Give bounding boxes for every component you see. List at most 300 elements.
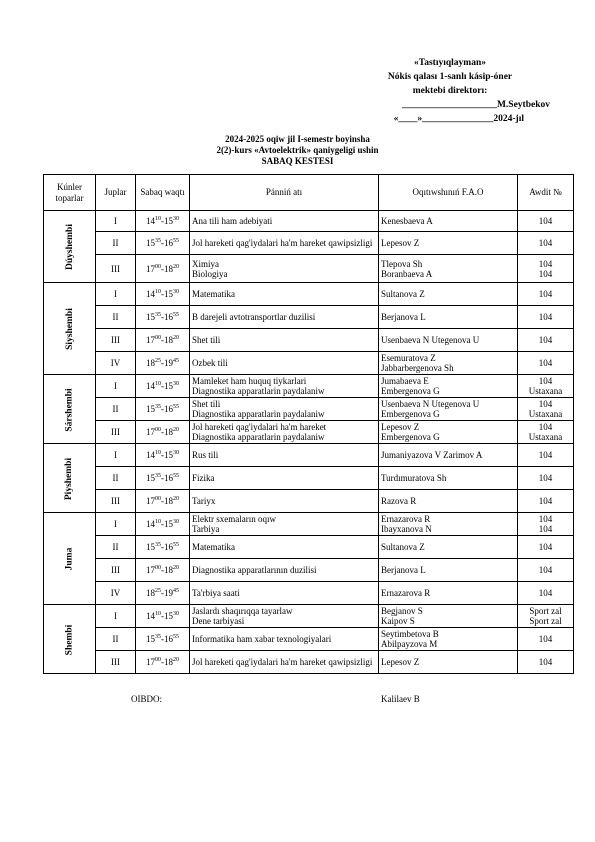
time-minutes: 00: [155, 565, 161, 571]
subject-name-line: Shet tili: [192, 335, 221, 345]
auditorium: [518, 582, 574, 605]
subject-name-line: Jol hareketi qag'iydalari ha'm hareket qawipsizligi: [192, 238, 373, 248]
teacher-name: [379, 421, 518, 444]
auditorium-line: 104: [538, 542, 553, 552]
teacher-name-line: Boranbaeva A: [381, 268, 433, 279]
pair-number: II: [96, 536, 136, 559]
auditorium-line: 104: [538, 657, 553, 667]
pair-number: III: [96, 421, 136, 444]
time-minutes: 00: [155, 263, 161, 270]
teacher-name-line: Usenbaeva N Utegenova U: [381, 335, 480, 345]
subject-name: [190, 628, 379, 651]
subject-name-line: Elektr sxemaların oqıw: [192, 514, 276, 524]
teacher-name-line: Jumabaeva E: [381, 376, 429, 386]
subject-name-line: Biologiya: [192, 268, 228, 279]
pair-number: IV: [96, 352, 136, 375]
teacher-name-line: Begjanov S: [381, 606, 423, 616]
auditorium-line: Ustaxana: [528, 386, 563, 396]
day-label: [44, 444, 96, 513]
time-minutes: 10: [155, 519, 161, 525]
day-label: [44, 605, 96, 674]
auditorium-line: Sport zal: [529, 616, 562, 626]
title-course: 2(2)-kurs «Avtoelektrik» qaniygeligi ushin: [216, 145, 379, 155]
teacher-name: [379, 283, 518, 306]
subject-name-line: Ta'rbiya saati: [192, 588, 240, 598]
subject-name: [190, 536, 379, 559]
time-minutes: 35: [155, 634, 161, 640]
teacher-name: [379, 375, 518, 398]
auditorium: [518, 513, 574, 536]
time-hour: 15: [164, 381, 173, 391]
pair-number: I: [96, 513, 136, 536]
teacher-name-line: Embergenova G: [381, 386, 440, 396]
auditorium: [518, 444, 574, 467]
time-hour: 18: [164, 496, 173, 506]
day-label: [44, 513, 96, 605]
auditorium-line: 104: [538, 496, 553, 506]
time-hour: 15: [164, 289, 173, 299]
time-minutes: 10: [155, 450, 161, 456]
time-hour: 15: [164, 450, 173, 460]
teacher-name: [379, 513, 518, 536]
subject-name: [190, 329, 379, 352]
time-minutes: 55: [173, 238, 179, 244]
subject-name-line: Jol hareketi qag'iydalari ha'm hareket qawipsizligi: [192, 657, 373, 667]
day-label: [44, 211, 96, 283]
time-hour: 19: [164, 588, 173, 598]
table-row: [44, 375, 574, 398]
time-minutes: 00: [155, 335, 161, 341]
subject-name-line: Diagnostika apparatlarin paydalaniw: [192, 386, 325, 396]
time-minutes: 35: [155, 404, 161, 410]
time-hour: 18: [164, 335, 173, 345]
time-minutes: 55: [173, 312, 179, 318]
auditorium-line: Ustaxana: [528, 409, 563, 419]
teacher-name-line: Lepesov Z: [381, 422, 420, 432]
auditorium: [518, 375, 574, 398]
time-hour: 17: [146, 565, 155, 575]
header-teacher: Oqıtıwshınıń F.A.O: [379, 175, 518, 211]
day-name: Shembi: [64, 624, 75, 655]
time-hour: 14: [146, 519, 155, 529]
time-minutes: 20: [173, 263, 179, 270]
teacher-name-line: Lepesov Z: [381, 238, 420, 248]
auditorium-line: 104: [538, 524, 553, 534]
time-minutes: 00: [155, 496, 161, 502]
teacher-name-line: Seytimbetova B: [381, 629, 439, 639]
auditorium-line: 104: [538, 399, 553, 409]
pair-number: I: [96, 605, 136, 628]
time-hour: 16: [164, 238, 173, 248]
time-minutes: 00: [155, 657, 161, 663]
lesson-time: $14^{10}-15^{30}$: [136, 513, 190, 536]
auditorium-line: 104: [538, 588, 553, 598]
time-hour: 14: [146, 450, 155, 460]
time-minutes: 00: [155, 427, 161, 433]
day-label: [44, 283, 96, 375]
subject-name: [190, 559, 379, 582]
table-row: [44, 582, 574, 605]
subject-name: [190, 582, 379, 605]
time-minutes: 30: [173, 381, 179, 387]
teacher-name-line: Ernazarova R: [381, 514, 431, 524]
pair-number: II: [96, 232, 136, 255]
time-hour: 18: [164, 263, 173, 274]
subject-name: [190, 444, 379, 467]
pair-number: III: [96, 651, 136, 674]
teacher-name-line: Ernazarova R: [381, 588, 431, 598]
subject-name-line: Jaslardı shaqırıqqa tayarlaw: [192, 606, 293, 616]
teacher-name-line: Berjanova L: [381, 565, 426, 575]
header-auditorium: Awdit №: [518, 175, 574, 211]
subject-name-line: Diagnostika apparatlarının duzilisi: [192, 565, 317, 575]
time-minutes: 35: [155, 312, 161, 318]
auditorium: [518, 352, 574, 375]
table-row: [44, 651, 574, 674]
subject-name-line: B darejeli avtotransportlar duzilisi: [192, 312, 316, 322]
lesson-time: $17^{00}-18^{20}$: [136, 651, 190, 674]
title-main: SABAQ KESTESI: [261, 156, 334, 166]
lesson-time: $14^{10}-15^{30}$: [136, 444, 190, 467]
approval-position: mektebi direktorı:: [412, 86, 488, 96]
time-hour: 15: [164, 216, 173, 226]
auditorium: [518, 628, 574, 651]
time-hour: 18: [164, 427, 173, 437]
approval-heading: «Tastıyıqlayman»: [414, 58, 486, 68]
subject-name-line: Shet tili: [192, 399, 221, 409]
time-hour: 19: [164, 358, 173, 368]
auditorium-line: 104: [538, 376, 553, 386]
table-row: [44, 352, 574, 375]
pair-number: III: [96, 559, 136, 582]
time-minutes: 20: [173, 335, 179, 341]
day-name: Siyshembi: [64, 308, 75, 350]
table-row: [44, 536, 574, 559]
table-row: [44, 232, 574, 255]
teacher-name: [379, 536, 518, 559]
subject-name: [190, 306, 379, 329]
auditorium: [518, 398, 574, 421]
time-hour: 15: [146, 634, 155, 644]
pair-number: I: [96, 375, 136, 398]
auditorium-line: 104: [538, 634, 553, 644]
auditorium: [518, 211, 574, 232]
table-row: [44, 306, 574, 329]
header-subject: Pánniń atı: [190, 175, 379, 211]
time-minutes: 25: [155, 588, 161, 594]
teacher-name: [379, 398, 518, 421]
pair-number: II: [96, 306, 136, 329]
time-minutes: 30: [173, 450, 179, 456]
auditorium-line: 104: [538, 216, 553, 226]
time-minutes: 30: [173, 216, 179, 222]
lesson-time: $14^{10}-15^{30}$: [136, 375, 190, 398]
time-minutes: 55: [173, 634, 179, 640]
subject-name-line: Fizika: [192, 473, 215, 483]
auditorium-line: 104: [538, 335, 553, 345]
subject-name-line: Matematika: [192, 542, 235, 552]
subject-name: [190, 490, 379, 513]
time-minutes: 35: [155, 542, 161, 548]
auditorium-line: 104: [538, 450, 553, 460]
time-hour: 14: [146, 381, 155, 391]
table-row: [44, 444, 574, 467]
auditorium-line: 104: [538, 565, 553, 575]
subject-name: [190, 375, 379, 398]
auditorium: [518, 490, 574, 513]
time-minutes: 55: [173, 404, 179, 410]
time-hour: 15: [164, 519, 173, 529]
header-time: Sabaq waqtı: [136, 175, 190, 211]
time-hour: 18: [164, 657, 173, 667]
time-hour: 14: [146, 216, 155, 226]
time-minutes: 45: [173, 358, 179, 364]
table-row: [44, 329, 574, 352]
lesson-time: $15^{35}-16^{55}$: [136, 467, 190, 490]
time-hour: 16: [164, 473, 173, 483]
subject-name-line: Jol hareketi qag'iydalari ha'm hareket: [192, 422, 327, 432]
teacher-name-line: Sultanova Z: [381, 542, 425, 552]
footer-left-label: OIBDO:: [131, 694, 162, 704]
subject-name: [190, 283, 379, 306]
time-hour: 16: [164, 404, 173, 414]
time-minutes: 30: [173, 611, 179, 617]
auditorium: [518, 232, 574, 255]
subject-name-line: Dene tarbiyasi: [192, 616, 245, 626]
teacher-name: [379, 651, 518, 674]
time-hour: 16: [164, 312, 173, 322]
time-minutes: 20: [173, 496, 179, 502]
auditorium-line: 104: [538, 422, 553, 432]
teacher-name-line: Berjanova L: [381, 312, 426, 322]
auditorium-line: 104: [538, 473, 553, 483]
auditorium-line: 104: [538, 238, 553, 248]
time-minutes: 10: [155, 611, 161, 617]
time-hour: 17: [146, 335, 155, 345]
teacher-name: [379, 628, 518, 651]
time-hour: 14: [146, 289, 155, 299]
auditorium: [518, 421, 574, 444]
document-title: [0, 134, 595, 167]
subject-name-line: Matematika: [192, 289, 235, 299]
time-hour: 14: [146, 611, 155, 621]
auditorium: [518, 306, 574, 329]
time-hour: 16: [164, 634, 173, 644]
auditorium: [518, 559, 574, 582]
subject-name-line: Informatika ham xabar texnologiyalari: [192, 634, 332, 644]
lesson-time: $17^{00}-18^{20}$: [136, 559, 190, 582]
pair-number: II: [96, 398, 136, 421]
teacher-name: [379, 232, 518, 255]
lesson-time: $17^{00}-18^{20}$: [136, 255, 190, 283]
teacher-name: [379, 582, 518, 605]
teacher-name-line: Tlepova Sh: [381, 258, 423, 269]
time-minutes: 35: [155, 238, 161, 244]
lesson-time: $17^{00}-18^{20}$: [136, 490, 190, 513]
teacher-name: [379, 352, 518, 375]
auditorium: [518, 651, 574, 674]
time-minutes: 30: [173, 289, 179, 295]
subject-name-line: Ximiya: [192, 258, 219, 269]
teacher-name: [379, 306, 518, 329]
time-hour: 17: [146, 263, 155, 274]
auditorium: [518, 605, 574, 628]
table-row: [44, 513, 574, 536]
auditorium-line: 104: [538, 312, 553, 322]
day-name: Piyshembi: [64, 457, 75, 500]
time-hour: 15: [146, 542, 155, 552]
subject-name: [190, 398, 379, 421]
time-minutes: 55: [173, 542, 179, 548]
lesson-time: $15^{35}-16^{55}$: [136, 306, 190, 329]
subject-name-line: Diagnostika apparatlarin paydalaniw: [192, 409, 325, 419]
auditorium: [518, 467, 574, 490]
teacher-name-line: Usenbaeva N Utegenova U: [381, 399, 480, 409]
subject-name: [190, 211, 379, 232]
teacher-name-line: Jabbarbergenova Sh: [381, 363, 454, 373]
pair-number: I: [96, 283, 136, 306]
teacher-name-line: Turdımuratova Sh: [381, 473, 447, 483]
teacher-name: [379, 490, 518, 513]
pair-number: I: [96, 211, 136, 232]
teacher-name-line: Abilpayzova M: [381, 639, 438, 649]
table-row: [44, 211, 574, 232]
teacher-name-line: Ibayxanova N: [381, 524, 432, 534]
teacher-name-line: Razova R: [381, 496, 417, 506]
schedule-body: [44, 211, 574, 674]
day-name: Sárshembi: [64, 387, 75, 432]
teacher-name: [379, 255, 518, 283]
lesson-time: $14^{10}-15^{30}$: [136, 283, 190, 306]
auditorium: [518, 329, 574, 352]
teacher-name: [379, 444, 518, 467]
time-hour: 15: [164, 611, 173, 621]
time-hour: 15: [146, 404, 155, 414]
subject-name: [190, 255, 379, 283]
lesson-time: $17^{00}-18^{20}$: [136, 329, 190, 352]
time-minutes: 20: [173, 565, 179, 571]
subject-name-line: Ozbek tili: [192, 358, 228, 368]
auditorium-line: 104: [538, 258, 553, 269]
day-label: [44, 375, 96, 444]
auditorium-line: Ustaxana: [528, 432, 563, 442]
teacher-name: [379, 211, 518, 232]
pair-number: II: [96, 467, 136, 490]
auditorium-line: 104: [538, 358, 553, 368]
lesson-time: $15^{35}-16^{55}$: [136, 398, 190, 421]
lesson-time: $15^{35}-16^{55}$: [136, 628, 190, 651]
subject-name: [190, 605, 379, 628]
table-row: [44, 421, 574, 444]
teacher-name-line: Embergenova G: [381, 409, 440, 419]
pair-number: III: [96, 255, 136, 283]
time-minutes: 20: [173, 427, 179, 433]
time-hour: 18: [164, 565, 173, 575]
pair-number: III: [96, 490, 136, 513]
time-hour: 15: [146, 473, 155, 483]
subject-name: [190, 651, 379, 674]
auditorium: [518, 255, 574, 283]
title-semester: 2024-2025 oqiw jil I-semestr boyinsha: [225, 134, 370, 144]
subject-name: [190, 421, 379, 444]
time-hour: 17: [146, 427, 155, 437]
subject-name-line: Tarbiya: [192, 524, 220, 534]
subject-name: [190, 513, 379, 536]
table-row: [44, 467, 574, 490]
time-minutes: 30: [173, 519, 179, 525]
time-hour: 15: [146, 312, 155, 322]
subject-name-line: Ana tili ham adebiyati: [192, 216, 273, 226]
time-minutes: 55: [173, 473, 179, 479]
footer-right-name: Kalilaev B: [381, 694, 420, 704]
time-hour: 15: [146, 238, 155, 248]
approval-school: Nókis qalası 1-sanlı kásip-óner: [387, 72, 513, 82]
pair-number: III: [96, 329, 136, 352]
table-row: [44, 605, 574, 628]
teacher-name-line: Sultanova Z: [381, 289, 425, 299]
teacher-name: [379, 329, 518, 352]
teacher-name: [379, 467, 518, 490]
time-minutes: 10: [155, 289, 161, 295]
header-pairs: Juplar: [96, 175, 136, 211]
auditorium-line: 104: [538, 268, 553, 279]
pair-number: II: [96, 628, 136, 651]
lesson-time: $17^{00}-18^{20}$: [136, 421, 190, 444]
table-row: [44, 628, 574, 651]
auditorium: [518, 536, 574, 559]
approval-signature: ____________________M.Seytbekov: [401, 100, 550, 110]
approval-block: [350, 56, 550, 126]
table-row: [44, 559, 574, 582]
teacher-name: [379, 605, 518, 628]
time-hour: 16: [164, 542, 173, 552]
subject-name-line: Diagnostika apparatlarin paydalaniw: [192, 432, 325, 442]
time-minutes: 45: [173, 588, 179, 594]
lesson-time: $14^{10}-15^{30}$: [136, 211, 190, 232]
lesson-time: $15^{35}-16^{55}$: [136, 536, 190, 559]
day-name: Juma: [64, 547, 75, 571]
day-name: Dúyshembi: [64, 224, 75, 270]
lesson-time: $18^{25}-19^{45}$: [136, 582, 190, 605]
lesson-time: $14^{10}-15^{30}$: [136, 605, 190, 628]
auditorium: [518, 283, 574, 306]
auditorium-line: Sport zal: [529, 606, 562, 616]
lesson-time: $15^{35}-16^{55}$: [136, 232, 190, 255]
time-minutes: 10: [155, 381, 161, 387]
subject-name: [190, 352, 379, 375]
lesson-time: $18^{25}-19^{45}$: [136, 352, 190, 375]
time-minutes: 35: [155, 473, 161, 479]
table-row: [44, 255, 574, 283]
teacher-name-line: Esemuratova Z: [381, 353, 436, 363]
table-row: [44, 398, 574, 421]
approval-date: «____»_______________2024-jıl: [393, 114, 524, 124]
teacher-name-line: Lepesov Z: [381, 657, 420, 667]
subject-name-line: Tariyx: [192, 496, 216, 506]
pair-number: I: [96, 444, 136, 467]
table-row: [44, 490, 574, 513]
teacher-name: [379, 559, 518, 582]
teacher-name-line: Kenesbaeva A: [381, 216, 433, 226]
table-row: [44, 283, 574, 306]
time-minutes: 25: [155, 358, 161, 364]
time-minutes: 20: [173, 657, 179, 663]
time-hour: 17: [146, 657, 155, 667]
subject-name-line: Mamleket ham huquq tiykarlari: [192, 376, 307, 386]
time-hour: 17: [146, 496, 155, 506]
auditorium-line: 104: [538, 289, 553, 299]
teacher-name-line: Embergenova G: [381, 432, 440, 442]
